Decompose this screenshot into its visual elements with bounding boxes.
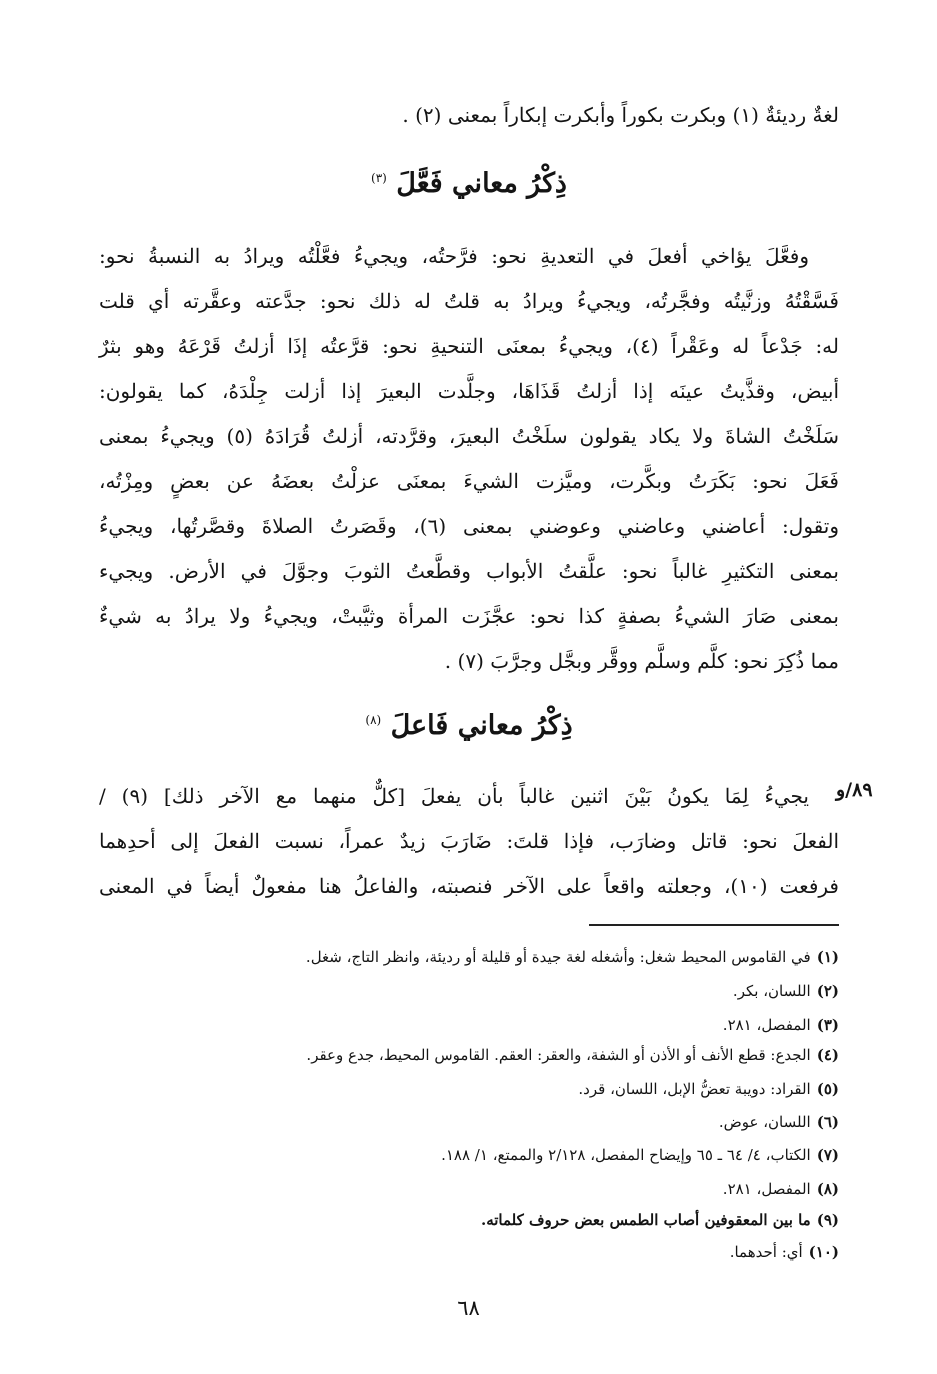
paragraph-line: مما ذُكِرَ نحو: كلَّم وسلَّم ووقَّر وبجَّل وجرَّبَ (٧) . bbox=[444, 649, 839, 673]
paragraph-line: فَسَّقْتُهُ وزنَّيتُه وفجَّرتُه، ويجيءُ ويرادُ به قلتُ له ذلك نحو: جدَّعته وعقَّرته أي قلت bbox=[99, 289, 839, 313]
section-heading-faala bbox=[99, 158, 839, 204]
footnote-text: اللسان، بكر. bbox=[732, 982, 811, 1000]
heading-footnote-ref: (٣) bbox=[371, 171, 387, 185]
footnote-text: المفصل، ٢٨١. bbox=[722, 1180, 811, 1198]
page-number: ٦٨ bbox=[457, 1296, 480, 1320]
footnote bbox=[99, 1143, 839, 1167]
footnote-text: الجدع: قطع الأنف أو الأذن أو الشفة، والعقر: العقم. القاموس المحيط، جدع وعقر. bbox=[306, 1046, 811, 1064]
footnote-text: ما بين المعقوفين أصاب الطمس بعض حروف كلماته. bbox=[480, 1211, 811, 1229]
footnote bbox=[99, 1077, 839, 1101]
paragraph-line: وفعَّلَ يؤاخي أفعلَ في التعديةِ نحو: فرَّحتُه، ويجيءُ فعَّلْتُه ويرادُ به النسبةُ نحو: bbox=[99, 244, 809, 268]
footnote bbox=[99, 1013, 839, 1037]
footnote bbox=[99, 945, 839, 969]
paragraph-line: له: جَدْعاً له وعَقْراً (٤)، ويجيءُ بمعنَى التنحيةِ نحو: قرَّعتُه إذَا أزلتُ قَرْعَهُ وهو بثرٌ bbox=[99, 334, 839, 358]
paragraph-line: يجيءُ لِمَا يكونُ بَيْنَ اثنين غالباً بأن يفعلَ [كلٌّ منهما مع الآخر ذلك] (٩) / bbox=[99, 784, 809, 808]
paragraph-line: فرفعت (١٠)، وجعلته واقعاً على الآخر فنصبته، والفاعلُ هنا مفعولٌ أيضاً في المعنى bbox=[99, 874, 839, 898]
footnote bbox=[99, 1240, 839, 1264]
footnote-text: أي: أحدهما. bbox=[729, 1243, 803, 1261]
footnote-number: (٨) bbox=[816, 1180, 839, 1198]
paragraph-line: أبيض، وقذَّيتُ عينَه إذا أزلتُ قَذَاهَا، وجلَّدت البعيرَ إذا أزلت جِلْدَهُ، كما يقولون: bbox=[99, 379, 839, 403]
heading-text: ذِكْرُ معاني فَاعلَ bbox=[390, 710, 573, 741]
footnote-text: الكتاب، ٤/ ٦٤ ـ ٦٥ وإيضاح المفصل، ٢/١٢٨ والممتع، ١/ ١٨٨. bbox=[441, 1146, 811, 1164]
section-heading-faala-form3 bbox=[99, 700, 839, 746]
footnote-number: (١) bbox=[816, 948, 839, 966]
footnote-number: (١٠) bbox=[808, 1243, 839, 1261]
manuscript-folio-note: ٨٩/و bbox=[836, 779, 873, 801]
footnote-text: في القاموس المحيط شغل: وأشغله لغة جيدة أو قليلة أو رديئة، وانظر التاج، شغل. bbox=[305, 948, 811, 966]
footnote-number: (٢) bbox=[816, 982, 839, 1000]
footnote-number: (٧) bbox=[816, 1146, 839, 1164]
footnote-text: اللسان، عوض. bbox=[718, 1113, 811, 1131]
paragraph-line: سَلَخْتُ الشاةَ ولا يكاد يقولون سلَخْتُ البعيرَ، وقرَّدته، أزلتُ قُرَادَهُ (٥) ويجيءُ بمعنى bbox=[99, 424, 839, 448]
paragraph-line: وتقول: أعاضني وعاضني وعوضني بمعنى (٦)، وقَصَرتُ الصلاةَ وقصَّرتُها، ويجيءُ bbox=[99, 514, 839, 538]
footnote bbox=[99, 1110, 839, 1134]
paragraph-line: بمعنى صَارَ الشيءُ بصفةٍ كذا نحو: عجَّزَت المرأة وثيَّبتْ، ويجيءُ ولا يرادُ به شيءٌ bbox=[99, 604, 840, 628]
footnote-text: القراد: دويبة تعضُّ الإبل، اللسان، قرد. bbox=[578, 1080, 811, 1098]
footnote bbox=[99, 1177, 839, 1201]
heading-footnote-ref: (٨) bbox=[365, 713, 382, 727]
footnote-number: (٥) bbox=[816, 1080, 839, 1098]
footnote-number: (٣) bbox=[816, 1016, 839, 1034]
paragraph-line: بمعنى التكثيرِ غالباً نحو: علَّقتُ الأبواب وقطَّعتُ الثوبَ وجوَّلَ في الأرض. ويجيء bbox=[99, 559, 839, 583]
footnote-number: (٩) bbox=[816, 1211, 839, 1229]
footnote bbox=[99, 979, 839, 1003]
heading-text: ذِكْرُ معاني فَعَّلَ bbox=[396, 168, 567, 199]
footnote-divider bbox=[589, 924, 839, 926]
footnote-number: (٤) bbox=[816, 1046, 839, 1064]
footnote bbox=[99, 1043, 839, 1067]
footnote-text: المفصل، ٢٨١. bbox=[722, 1016, 811, 1034]
paragraph-line: الفعلَ نحو: قاتل وضارَب، فإذا قلتَ: ضَارَبَ زيدٌ عمراً، نسبت الفعلَ إلى أحدِهما bbox=[99, 829, 839, 853]
footnote-number: (٦) bbox=[816, 1113, 839, 1131]
footnote bbox=[99, 1208, 839, 1232]
continuation-line: لغةٌ رديئةٌ (١) وبكرت بكوراً وأبكرت إبكاراً بمعنى (٢) . bbox=[402, 103, 839, 127]
paragraph-line: فَعَلَ نحو: بَكَرَتُ وبكَّرت، وميَّزت الشيءَ بمعنَى عزلْتُ بعضَهُ عن بعضٍ ومِزْتُه، bbox=[99, 469, 839, 493]
